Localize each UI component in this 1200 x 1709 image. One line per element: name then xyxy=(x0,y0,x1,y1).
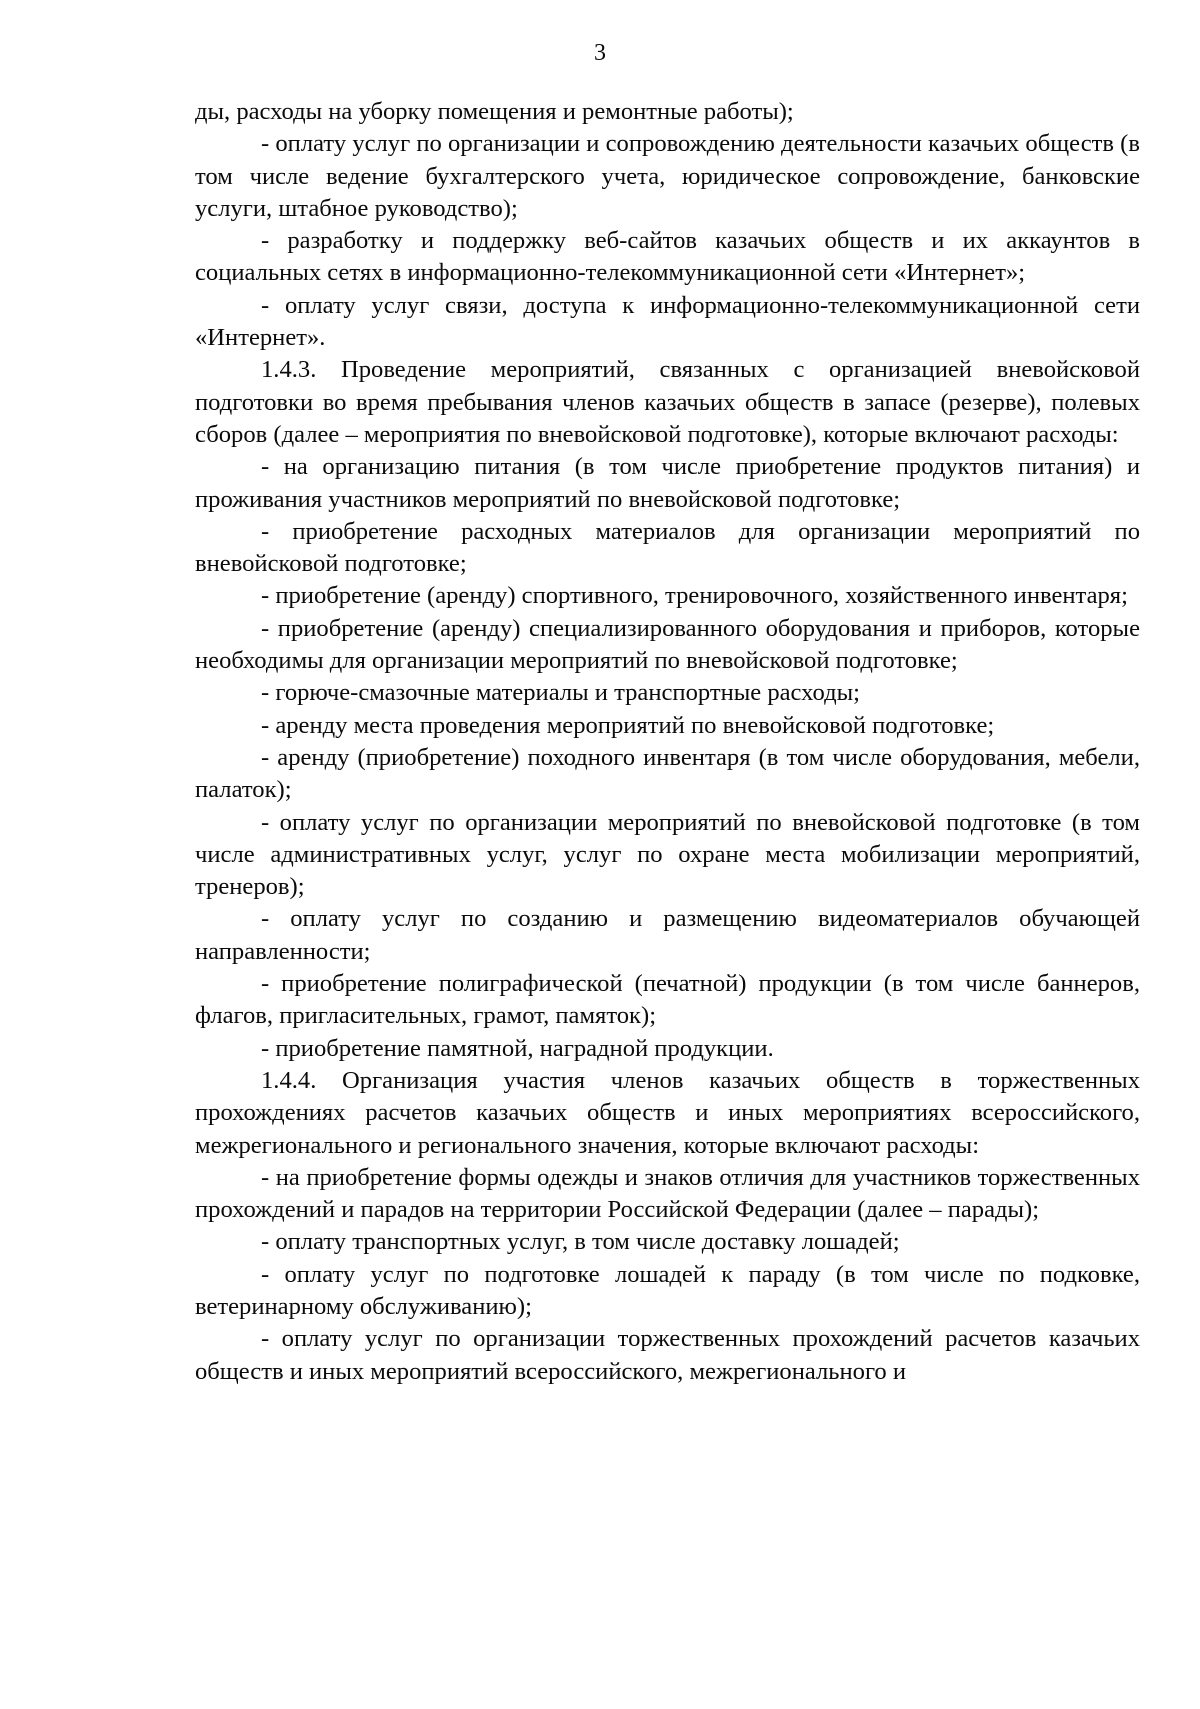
paragraph-list-item: - оплату услуг по организации и сопровождению деятельности казачьих обществ (в том числе ведение бухгалтерского учета, юридическое сопровождение, банковские услуги, штабное руководство); xyxy=(195,130,1140,222)
paragraph-list-item: - приобретение (аренду) спортивного, тренировочного, хозяйственного инвентаря; xyxy=(261,582,1128,610)
paragraph-list-item: - оплату услуг по организации торжественных прохождений расчетов казачьих обществ и иных мероприятий всероссийского, межрегионального и xyxy=(195,1325,1140,1385)
paragraph-list-item: - приобретение (аренду) специализированного оборудования и приборов, которые необходимы для организации мероприятий по вневойсковой подготовке; xyxy=(195,614,1140,675)
paragraph-list-item: - аренду места проведения мероприятий по вневойсковой подготовке; xyxy=(261,711,995,739)
paragraph-list-item: - разработку и поддержку веб-сайтов казачьих обществ и их аккаунтов в социальных сетях в информационно-телекоммуникационной сети «Интернет»; xyxy=(195,227,1140,287)
page-number: 3 xyxy=(594,40,606,66)
paragraph-list-item: - приобретение полиграфической (печатной) продукции (в том числе баннеров, флагов, пригласительных, грамот, памяток); xyxy=(195,970,1140,1030)
paragraph-list-item: - оплату услуг связи, доступа к информационно-телекоммуникационной сети «Интернет». xyxy=(195,291,1140,352)
document-body xyxy=(195,96,1140,1388)
paragraph-list-item: - оплату транспортных услуг, в том числе доставку лошадей; xyxy=(261,1228,900,1256)
paragraph-list-item: - приобретение памятной, наградной продукции. xyxy=(261,1034,774,1062)
paragraph-list-item: - приобретение расходных материалов для организации мероприятий по вневойсковой подготовке; xyxy=(195,517,1140,578)
paragraph-list-item: - на организацию питания (в том числе приобретение продуктов питания) и проживания участников мероприятий по вневойсковой подготовке; xyxy=(195,453,1140,513)
paragraph-section-1-4-3: 1.4.3. Проведение мероприятий, связанных с организацией вневойсковой подготовки во время пребывания членов казачьих обществ в запасе (резерве), полевых сборов (далее – мероприятия по вневойсковой подготовке), которые включают расходы: xyxy=(195,356,1140,448)
paragraph-section-1-4-4: 1.4.4. Организация участия членов казачьих обществ в торжественных прохождениях расчетов казачьих обществ и иных мероприятиях всероссийского, межрегионального и регионального значения, которые включают расходы: xyxy=(195,1066,1140,1159)
paragraph-list-item: - горюче-смазочные материалы и транспортные расходы; xyxy=(261,679,860,707)
paragraph-list-item: - оплату услуг по созданию и размещению видеоматериалов обучающей направленности; xyxy=(195,905,1140,965)
paragraph-list-item: - на приобретение формы одежды и знаков отличия для участников торжественных прохождений и парадов на территории Российской Федерации (далее – парады); xyxy=(195,1163,1140,1224)
paragraph-list-item: - аренду (приобретение) походного инвентаря (в том числе оборудования, мебели, палаток); xyxy=(195,743,1140,804)
paragraph-continuation: ды, расходы на уборку помещения и ремонтные работы); xyxy=(195,98,794,125)
paragraph-list-item: - оплату услуг по организации мероприятий по вневойсковой подготовке (в том числе административных услуг, услуг по охране места мобилизации мероприятий, тренеров); xyxy=(195,808,1140,901)
paragraph-list-item: - оплату услуг по подготовке лошадей к параду (в том числе по подковке, ветеринарному обслуживанию); xyxy=(195,1260,1140,1320)
